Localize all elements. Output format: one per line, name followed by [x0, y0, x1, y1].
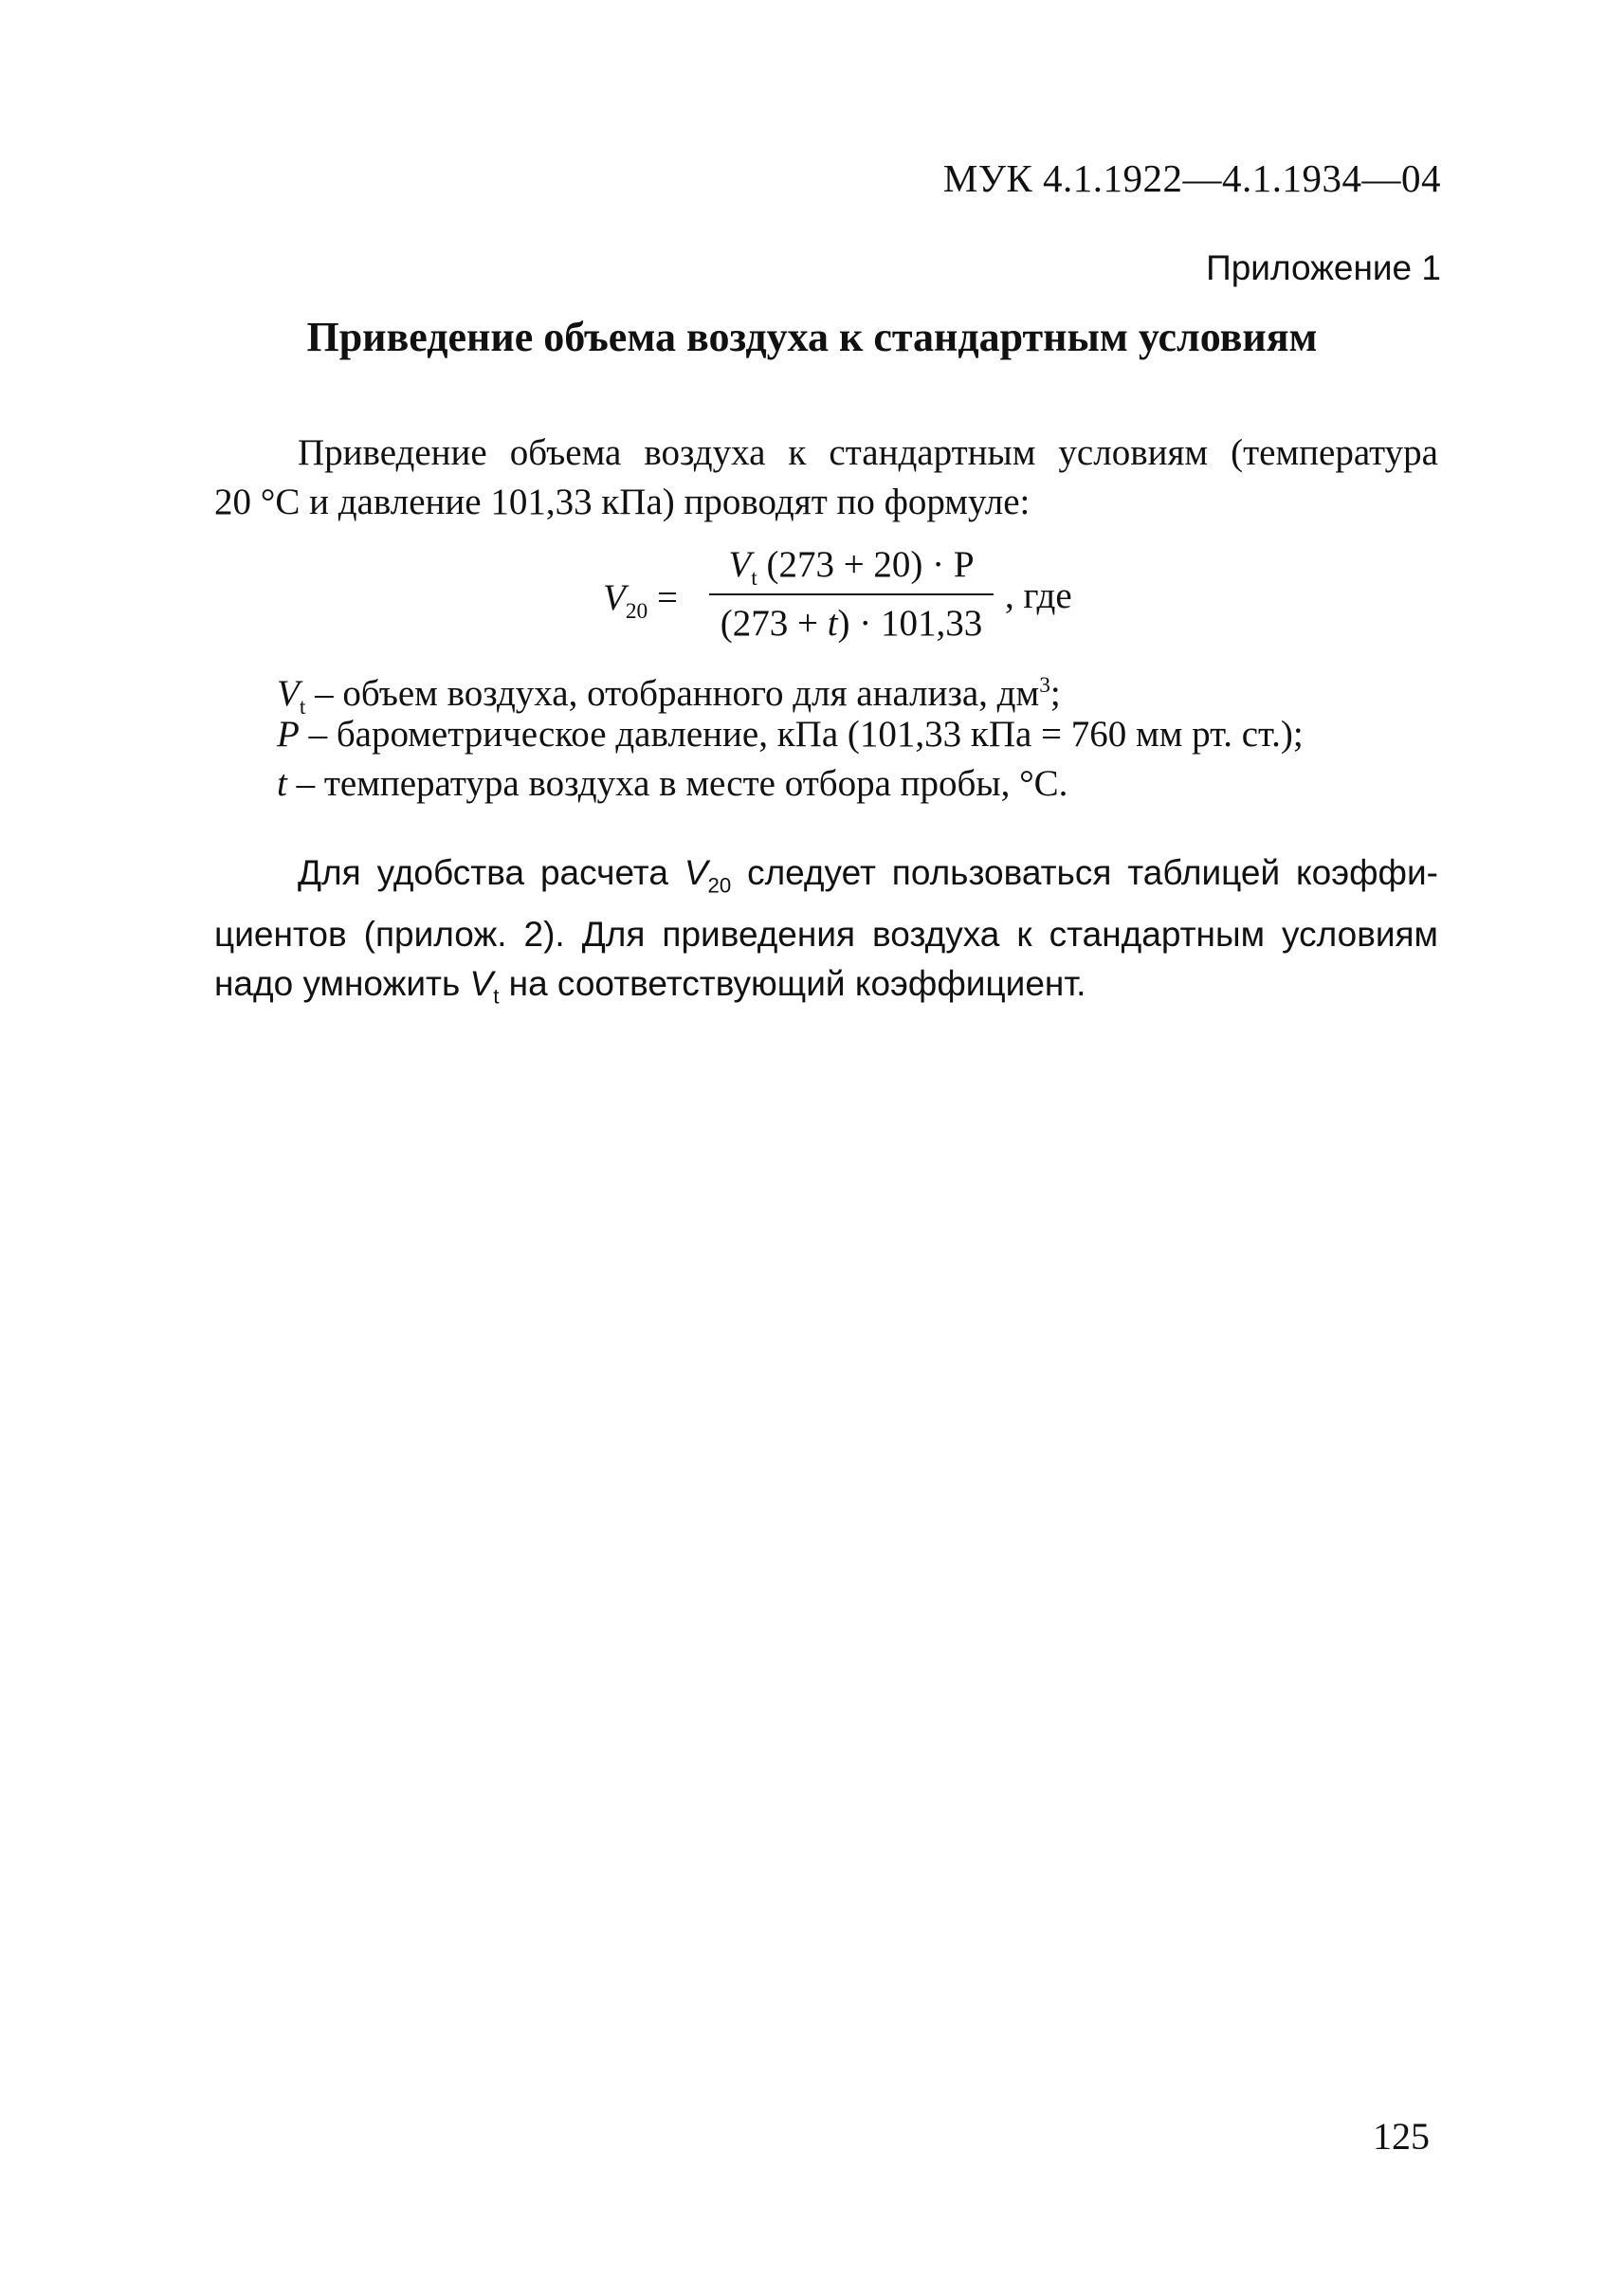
intro-paragraph: [214, 428, 1438, 527]
def-text: – барометрическое давление, кПа (101,33 кПа = 760 мм рт. ст.);: [299, 714, 1304, 755]
formula-num-v-sub: t: [751, 565, 757, 591]
intro-line-1: Приведение объема воздуха к стандартным условиям (температура: [298, 432, 1438, 473]
note-paragraph: [214, 848, 1438, 1022]
note-text: следует пользоваться таблицей коэффи-: [731, 853, 1438, 892]
def-text: – температура воздуха в месте отбора пробы, °С.: [286, 763, 1068, 804]
note-text: на соответствующий коэффициент.: [499, 964, 1086, 1004]
formula-lhs-subscript: 20: [625, 598, 648, 624]
def-symbol: P: [277, 714, 300, 755]
def-sup: 3: [1039, 673, 1050, 698]
def-symbol: t: [277, 763, 287, 804]
formula-lhs-symbol: V: [603, 577, 626, 618]
note-v-sub: t: [493, 984, 500, 1009]
formula-fraction: [709, 540, 994, 648]
def-text: – объем воздуха, отобранного для анализа, дм: [305, 673, 1040, 714]
fraction-bar: [709, 593, 994, 595]
formula-num-rest: (273 + 20) · P: [766, 544, 975, 585]
formula-num-v: V: [728, 544, 752, 585]
def-symbol: V: [277, 673, 300, 714]
note-line-1: [214, 848, 1438, 910]
formula-den-end: ) · 101,33: [837, 603, 983, 644]
page-number: 125: [1373, 2115, 1430, 2158]
formula-equals: =: [656, 577, 678, 618]
note-v-sub: 20: [707, 873, 732, 898]
formula-den-start: (273 +: [720, 603, 828, 644]
page-title: Приведение объема воздуха к стандартным условиям: [306, 314, 1318, 360]
definition-p: [277, 710, 1304, 759]
appendix-label: Приложение 1: [1206, 248, 1441, 287]
intro-line-2: 20 °С и давление 101,33 кПа) проводят по формуле:: [214, 482, 1031, 522]
formula-numerator: [709, 540, 994, 590]
note-v: V: [684, 853, 708, 892]
note-text: надо умножить: [214, 964, 470, 1004]
formula-lhs: [603, 576, 678, 625]
note-text: Для удобства расчета: [298, 853, 684, 892]
document-code: МУК 4.1.1922—4.1.1934—04: [942, 156, 1441, 200]
formula-denominator: [709, 599, 994, 648]
note-line-3: [214, 959, 1438, 1021]
note-v: V: [469, 964, 494, 1004]
def-end: ;: [1049, 673, 1061, 714]
definition-t: [277, 759, 1067, 809]
formula-where: , где: [1005, 575, 1072, 616]
formula-den-t: t: [827, 603, 838, 644]
def-symbol-sub: t: [299, 694, 306, 720]
note-line-2: циентов (прилож. 2). Для приведения воздуха к стандартным условиям: [214, 915, 1438, 955]
